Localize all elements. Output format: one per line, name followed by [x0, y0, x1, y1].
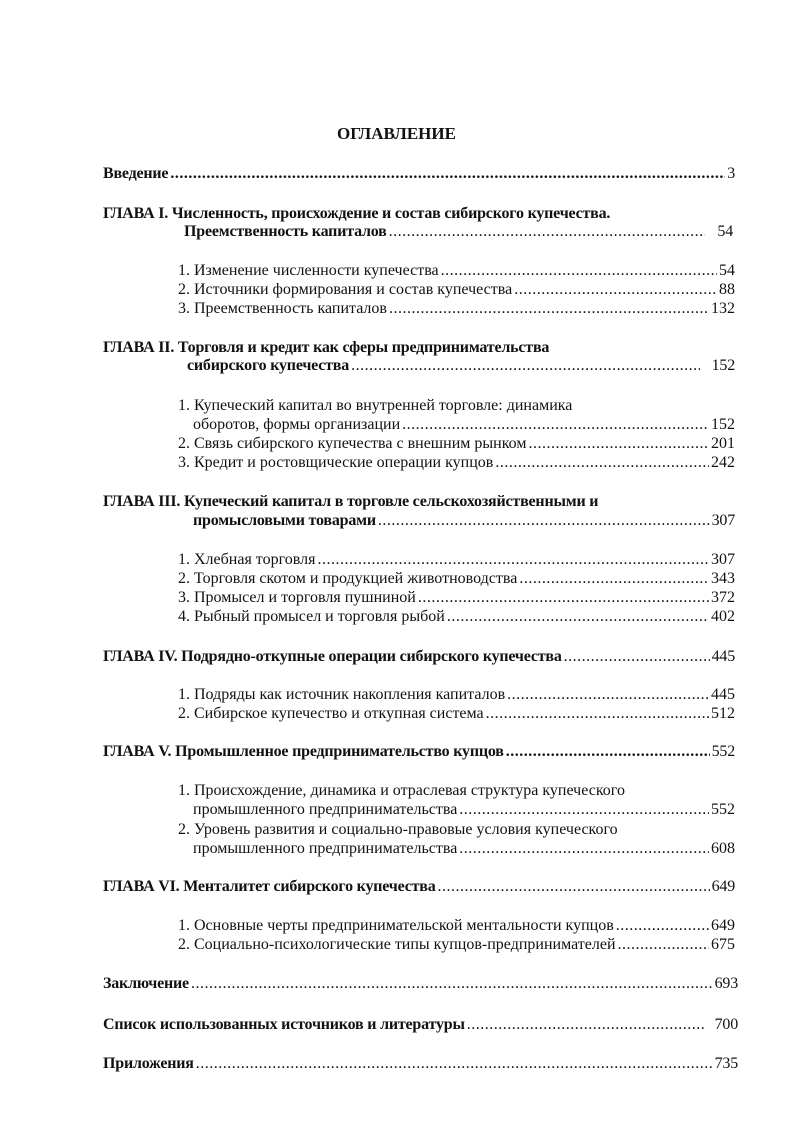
toc-page: 608	[711, 840, 735, 857]
chapter-3-heading: ГЛАВА III. Купеческий капитал в торговле сельскохозяйственными и	[103, 493, 599, 510]
toc-label: Заключение	[103, 975, 189, 992]
toc-page: 242	[711, 454, 735, 471]
toc-page: 700	[714, 1016, 738, 1033]
chapter-2-heading: ГЛАВА II. Торговля и кредит как сферы предпринимательства	[103, 339, 550, 356]
toc-label: 3. Преемственность капиталов	[178, 300, 387, 317]
toc-page: 201	[711, 435, 735, 452]
toc-leader-dots	[317, 550, 709, 570]
toc-entry-conclusion[interactable]	[103, 974, 738, 994]
toc-page: 735	[714, 1055, 738, 1072]
toc-leader-dots	[418, 588, 709, 608]
toc-leader-dots	[514, 280, 717, 300]
toc-item-first-line: 1. Купеческий капитал во внутренней торговле: динамика	[178, 397, 573, 414]
toc-label: промысловыми товарами	[193, 512, 376, 529]
toc-entry-introduction[interactable]	[103, 164, 735, 184]
toc-leader-dots	[459, 800, 709, 820]
toc-item[interactable]	[178, 916, 735, 936]
toc-label: 2. Социально-психологические типы купцов-предпринимателей	[178, 936, 616, 953]
toc-label: Список использованных источников и литературы	[103, 1016, 465, 1033]
toc-label: ГЛАВА VI. Менталитет сибирского купечества	[103, 878, 436, 895]
toc-label: 4. Рыбный промысел и торговля рыбой	[178, 608, 445, 625]
toc-item-first-line: 2. Уровень развития и социально-правовые условия купеческого	[178, 821, 618, 838]
toc-label: 3. Кредит и ростовщические операции купцов	[178, 454, 494, 471]
toc-entry-appendix[interactable]	[103, 1054, 738, 1074]
toc-label: 2. Торговля скотом и продукцией животноводства	[178, 570, 518, 587]
toc-label: 1. Основные черты предпринимательской ментальности купцов	[178, 917, 614, 934]
toc-leader-dots	[459, 839, 709, 859]
toc-item[interactable]	[193, 415, 735, 435]
toc-label: Преемственность капиталов	[184, 223, 387, 240]
toc-item[interactable]	[178, 261, 735, 281]
toc-leader-dots	[506, 742, 710, 762]
toc-item[interactable]	[178, 299, 735, 319]
toc-leader-dots	[191, 974, 713, 994]
toc-leader-dots	[402, 415, 709, 435]
toc-page: 132	[711, 300, 735, 317]
toc-label: 2. Источники формирования и состав купечества	[178, 281, 513, 298]
toc-item[interactable]	[178, 434, 735, 454]
toc-page: 402	[711, 608, 735, 625]
toc-page: 54	[717, 223, 733, 240]
toc-leader-dots	[389, 222, 706, 242]
toc-page: 152	[711, 357, 735, 374]
toc-page: 307	[711, 512, 735, 529]
toc-page: 445	[711, 648, 735, 665]
toc-leader-dots	[486, 704, 709, 724]
toc-label: промышленного предпринимательства	[193, 840, 458, 857]
chapter-5-entry[interactable]	[103, 742, 735, 762]
toc-item[interactable]	[178, 935, 735, 955]
toc-page: 307	[711, 551, 735, 568]
toc-leader-dots	[351, 356, 700, 376]
toc-item[interactable]	[178, 588, 735, 608]
toc-page: 675	[711, 936, 735, 953]
toc-item[interactable]	[178, 453, 735, 473]
toc-item[interactable]	[193, 839, 735, 859]
toc-label: 1. Хлебная торговля	[178, 551, 316, 568]
toc-leader-dots	[441, 261, 717, 281]
toc-leader-dots	[519, 569, 709, 589]
toc-label: 1. Изменение численности купечества	[178, 262, 439, 279]
toc-page: 372	[711, 589, 735, 606]
toc-page: 343	[711, 570, 735, 587]
chapter-2-entry[interactable]	[187, 356, 735, 376]
toc-page: 3	[727, 165, 735, 182]
toc-page: 552	[711, 743, 735, 760]
toc-entry-sources[interactable]	[103, 1015, 738, 1035]
toc-leader-dots	[467, 1015, 705, 1035]
toc-page: 649	[711, 878, 735, 895]
toc-leader-dots	[495, 453, 709, 473]
chapter-6-entry[interactable]	[103, 877, 735, 897]
toc-leader-dots	[196, 1054, 713, 1074]
toc-label: сибирского купечества	[187, 357, 350, 374]
toc-label: Приложения	[103, 1055, 194, 1072]
page-title: ОГЛАВЛЕНИЕ	[337, 124, 456, 143]
toc-label: 3. Промысел и торговля пушниной	[178, 589, 416, 606]
toc-item[interactable]	[178, 704, 735, 724]
chapter-3-entry[interactable]	[193, 511, 735, 531]
toc-leader-dots	[170, 164, 725, 184]
toc-label: 2. Связь сибирского купечества с внешним рынком	[178, 435, 527, 452]
chapter-1-heading: ГЛАВА I. Численность, происхождение и состав сибирского купечества.	[103, 205, 611, 222]
chapter-1-entry[interactable]	[184, 222, 733, 242]
toc-leader-dots	[507, 685, 709, 705]
toc-leader-dots	[618, 935, 709, 955]
toc-label: ГЛАВА IV. Подрядно-откупные операции сибирского купечества	[103, 648, 562, 665]
toc-item[interactable]	[178, 280, 735, 300]
toc-leader-dots	[438, 877, 710, 897]
toc-leader-dots	[378, 511, 710, 531]
toc-page: 54	[719, 262, 735, 279]
toc-label: 2. Сибирское купечество и откупная система	[178, 705, 484, 722]
toc-item[interactable]	[193, 800, 735, 820]
toc-label: оборотов, формы организации	[193, 416, 401, 433]
toc-leader-dots	[616, 916, 709, 936]
toc-label: 1. Подряды как источник накопления капиталов	[178, 686, 506, 703]
toc-page: 552	[711, 801, 735, 818]
toc-page: 649	[711, 917, 735, 934]
toc-page: 693	[714, 975, 738, 992]
toc-item[interactable]	[178, 607, 735, 627]
toc-label: промышленного предпринимательства	[193, 801, 458, 818]
toc-item[interactable]	[178, 569, 735, 589]
toc-page: 88	[719, 281, 735, 298]
toc-page: 152	[711, 416, 735, 433]
toc-page: 445	[711, 686, 735, 703]
toc-label: Введение	[103, 165, 169, 182]
chapter-4-entry[interactable]	[103, 647, 735, 667]
toc-leader-dots	[528, 434, 709, 454]
toc-page: 512	[711, 705, 735, 722]
toc-item[interactable]	[178, 685, 735, 705]
toc-item[interactable]	[178, 550, 735, 570]
toc-leader-dots	[447, 607, 709, 627]
toc-item-first-line: 1. Происхождение, динамика и отраслевая структура купеческого	[178, 782, 625, 799]
toc-label: ГЛАВА V. Промышленное предпринимательство купцов	[103, 743, 504, 760]
toc-leader-dots	[564, 647, 710, 667]
toc-leader-dots	[389, 299, 709, 319]
